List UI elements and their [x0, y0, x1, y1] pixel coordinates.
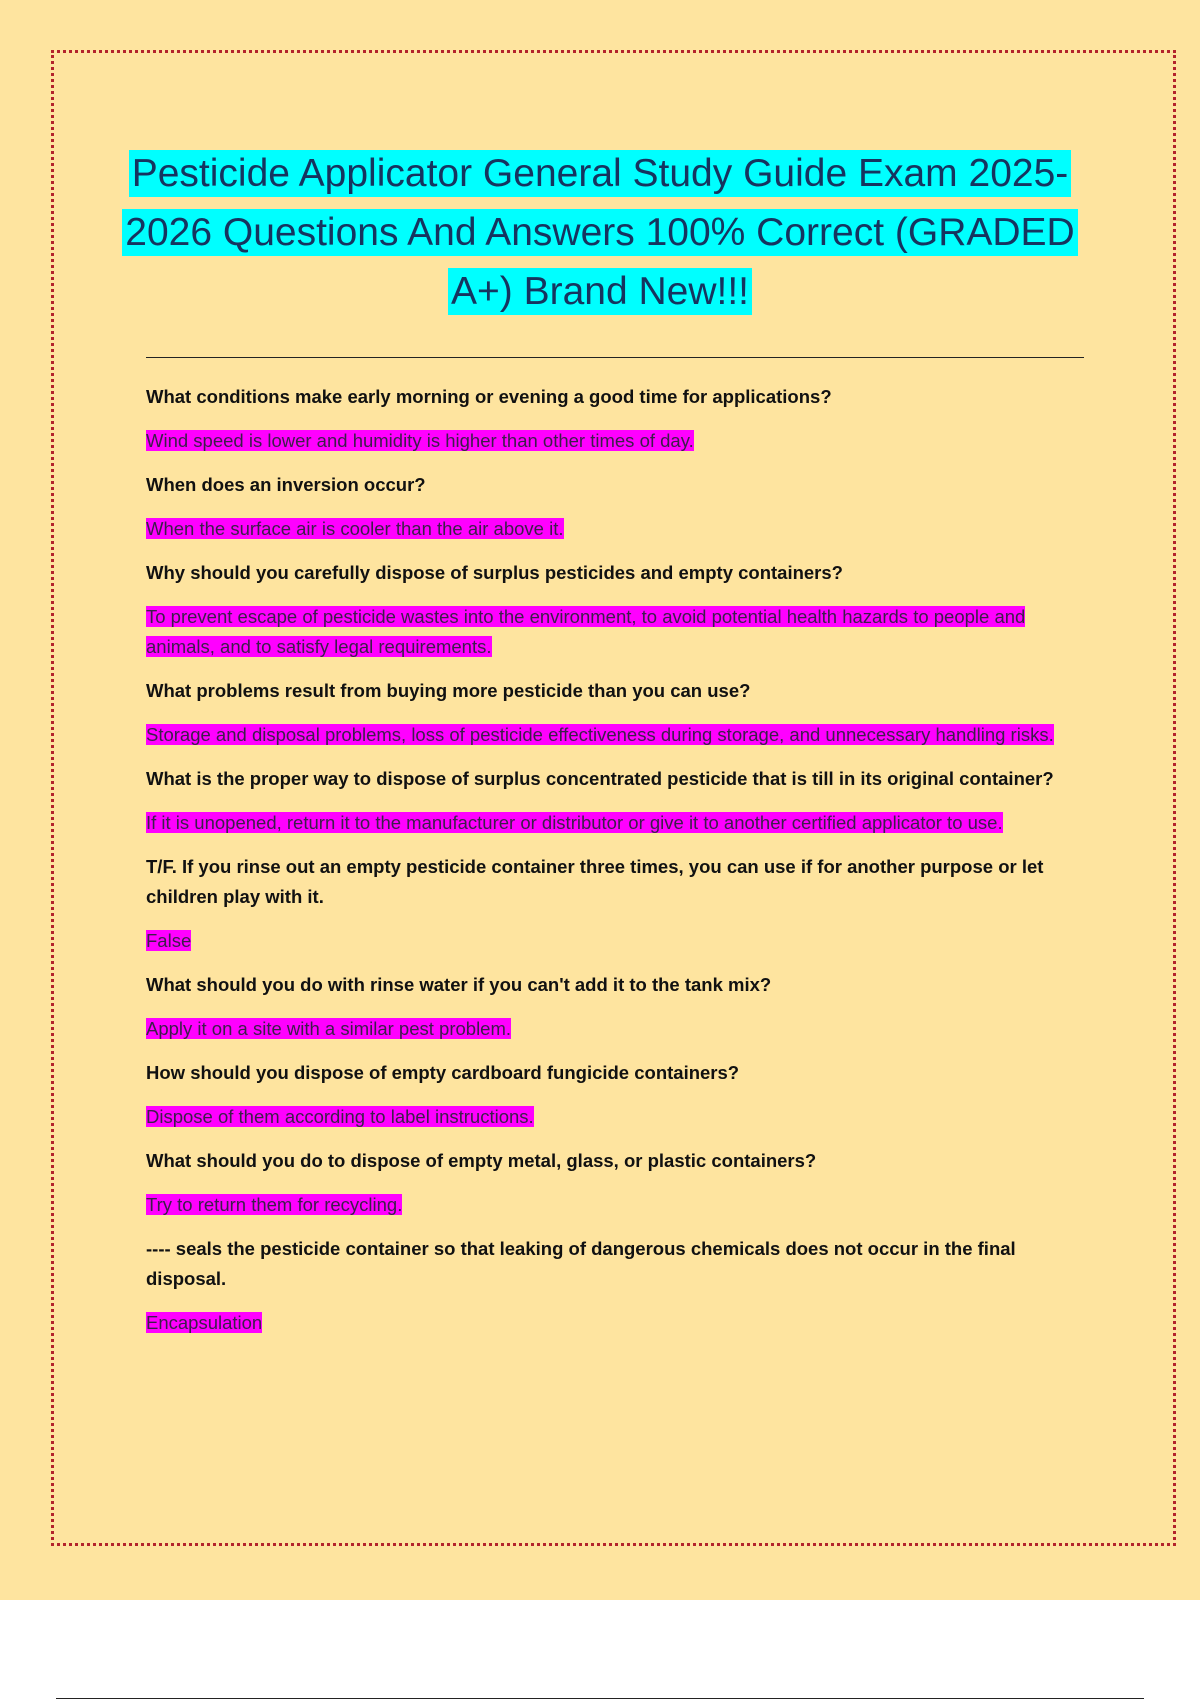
answer-highlight: Dispose of them according to label instructions.	[146, 1106, 534, 1127]
answer-highlight: Try to return them for recycling.	[146, 1194, 403, 1215]
qa-item	[146, 970, 1086, 1044]
title-divider	[146, 357, 1084, 358]
qa-item	[146, 764, 1086, 838]
question-text: What problems result from buying more pesticide than you can use?	[146, 680, 751, 701]
answer-text	[146, 602, 1086, 662]
answer-highlight: False	[146, 930, 192, 951]
question-text: T/F. If you rinse out an empty pesticide container three times, you can use if for another purpose or let children play with it.	[146, 856, 1044, 907]
answer-text	[146, 926, 1086, 956]
document-title	[120, 144, 1080, 321]
answer-text	[146, 514, 1086, 544]
answer-highlight: When the surface air is cooler than the air above it.	[146, 518, 564, 539]
answer-text	[146, 808, 1086, 838]
answer-highlight: Wind speed is lower and humidity is higher than other times of day.	[146, 430, 694, 451]
question-text: How should you dispose of empty cardboard fungicide containers?	[146, 1062, 740, 1083]
question-text: ---- seals the pesticide container so that leaking of dangerous chemicals does not occur in the final disposal.	[146, 1238, 1016, 1289]
question-text: Why should you carefully dispose of surplus pesticides and empty containers?	[146, 562, 843, 583]
answer-text	[146, 1102, 1086, 1132]
question-text: What should you do to dispose of empty metal, glass, or plastic containers?	[146, 1150, 817, 1171]
answer-text	[146, 1308, 1086, 1338]
question-text: When does an inversion occur?	[146, 474, 426, 495]
answer-highlight: Storage and disposal problems, loss of pesticide effectiveness during storage, and unnecessary handling risks.	[146, 724, 1054, 745]
qa-item	[146, 1146, 1086, 1220]
answer-highlight: If it is unopened, return it to the manufacturer or distributor or give it to another certified applicator to use.	[146, 812, 1003, 833]
document-title-text: Pesticide Applicator General Study Guide Exam 2025-2026 Questions And Answers 100% Correct (GRADED A+) Brand New!!!	[122, 150, 1077, 315]
qa-item	[146, 676, 1086, 750]
answer-text	[146, 720, 1086, 750]
qa-list	[146, 382, 1086, 1352]
answer-highlight: Apply it on a site with a similar pest problem.	[146, 1018, 512, 1039]
answer-highlight: Encapsulation	[146, 1312, 263, 1333]
qa-item	[146, 1234, 1086, 1338]
question-text: What should you do with rinse water if you can't add it to the tank mix?	[146, 974, 772, 995]
qa-item	[146, 1058, 1086, 1132]
next-page-divider	[56, 1698, 1144, 1699]
qa-item	[146, 558, 1086, 662]
qa-item	[146, 852, 1086, 956]
qa-item	[146, 470, 1086, 544]
answer-text	[146, 1014, 1086, 1044]
answer-text	[146, 426, 1086, 456]
answer-text	[146, 1190, 1086, 1220]
qa-item	[146, 382, 1086, 456]
question-text: What is the proper way to dispose of surplus concentrated pesticide that is till in its original container?	[146, 768, 1054, 789]
question-text: What conditions make early morning or evening a good time for applications?	[146, 386, 832, 407]
answer-highlight: To prevent escape of pesticide wastes into the environment, to avoid potential health hazards to people and animals, and to satisfy legal requirements.	[146, 606, 1026, 657]
